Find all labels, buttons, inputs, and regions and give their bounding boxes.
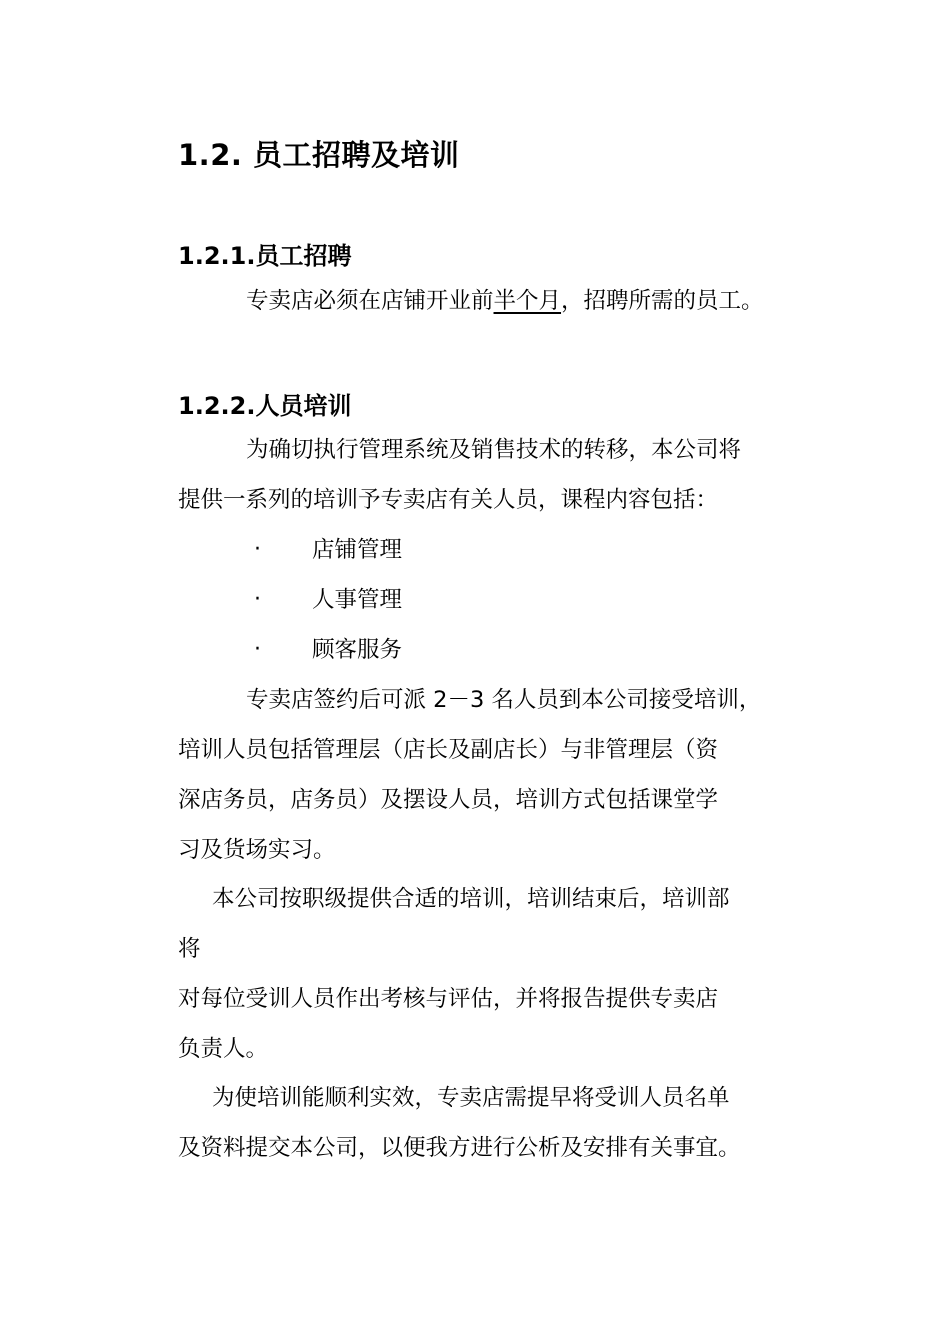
paragraph-line: 专卖店签约后可派 2－3 名人员到本公司接受培训， — [246, 687, 762, 713]
list-item-label: 人事管理 — [312, 587, 403, 613]
recruitment-text-end: ，招聘所需的员工。 — [561, 288, 764, 314]
paragraph-line: 及资料提交本公司，以便我方进行公析及安排有关事宜。 — [178, 1135, 741, 1161]
paragraph-line: 为使培训能顺利实效，专卖店需提早将受训人员名单 — [212, 1085, 730, 1111]
list-item-label: 店铺管理 — [312, 537, 403, 563]
recruitment-paragraph — [246, 286, 764, 316]
bullet-icon: · — [254, 537, 261, 562]
paragraph-line: 将 — [178, 936, 201, 962]
paragraph-line: 为确切执行管理系统及销售技术的转移，本公司将 — [246, 437, 742, 463]
paragraph-line: 本公司按职级提供合适的培训，培训结束后，培训部 — [212, 886, 730, 912]
subsection-heading-recruitment: 1.2.1.员工招聘 — [178, 242, 352, 270]
paragraph-line: 负责人。 — [178, 1036, 269, 1062]
bullet-icon: · — [254, 587, 261, 612]
recruitment-text-start: 专卖店必须在店铺开业前 — [246, 288, 494, 314]
paragraph-line: 习及货场实习。 — [178, 837, 336, 863]
paragraph-line: 培训人员包括管理层（店长及副店长）与非管理层（资 — [178, 737, 719, 763]
paragraph-line: 深店务员，店务员）及摆设人员，培训方式包括课堂学 — [178, 787, 719, 813]
subsection-heading-training: 1.2.2.人员培训 — [178, 392, 352, 420]
recruitment-text-underlined: 半个月 — [493, 288, 562, 314]
paragraph-line: 对每位受训人员作出考核与评估，并将报告提供专卖店 — [178, 986, 719, 1012]
list-item-label: 顾客服务 — [312, 637, 403, 663]
section-heading: 1.2. 员工招聘及培训 — [178, 138, 460, 172]
paragraph-line: 提供一系列的培训予专卖店有关人员，课程内容包括： — [178, 487, 719, 513]
bullet-icon: · — [254, 637, 261, 662]
